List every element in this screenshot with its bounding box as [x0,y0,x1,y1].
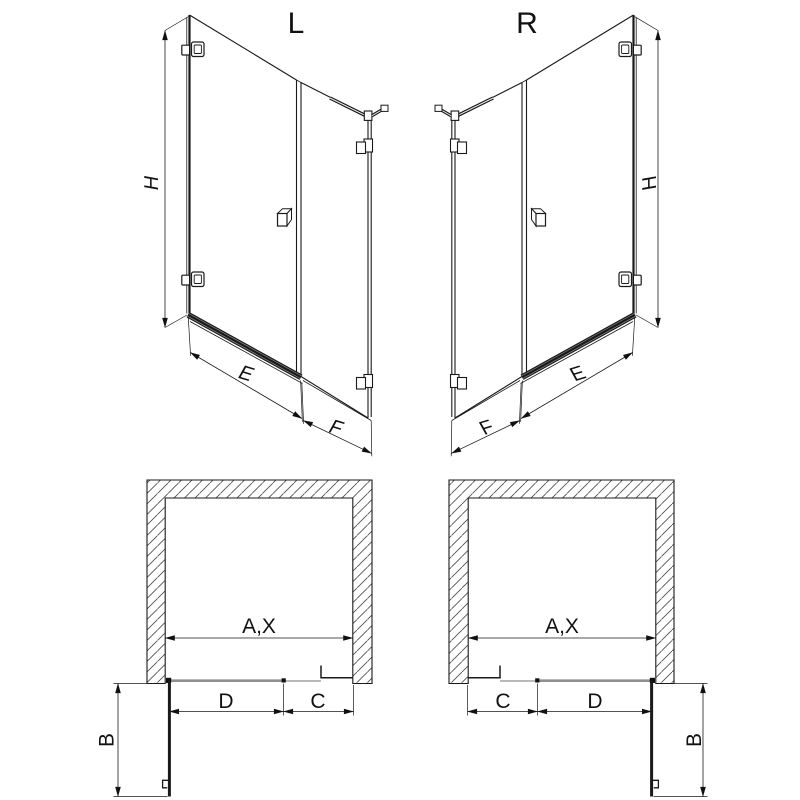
view-right-plan [449,480,708,797]
view-left-plan [96,480,373,797]
variant-label-left: L [287,7,305,40]
variant-label-right: R [516,7,538,40]
dim-label-AX-left: A,X [242,615,276,638]
dim-label-C-right: C [495,690,511,713]
view-right-perspective [435,7,661,456]
wall-hatched-left-plan [147,480,372,684]
right-perspective-geometry [435,15,658,456]
dim-label-B-left: B [95,732,119,748]
dim-label-H-left: H [141,173,163,193]
dim-label-AX-right: A,X [545,615,579,638]
dim-label-D-left: D [218,690,234,713]
dim-label-F-left: F [324,416,348,440]
dim-label-E-left: E [234,362,258,386]
dim-label-H-right: H [639,173,661,193]
dim-label-F-right: F [475,416,499,440]
dim-label-E-right: E [566,362,590,386]
dim-label-D-right: D [587,690,603,713]
wall-hatched-right-plan [449,480,674,684]
dim-label-B-right: B [683,732,706,748]
view-left-perspective [141,7,388,456]
left-perspective-geometry [165,15,388,456]
dim-label-C-left: C [310,690,326,713]
